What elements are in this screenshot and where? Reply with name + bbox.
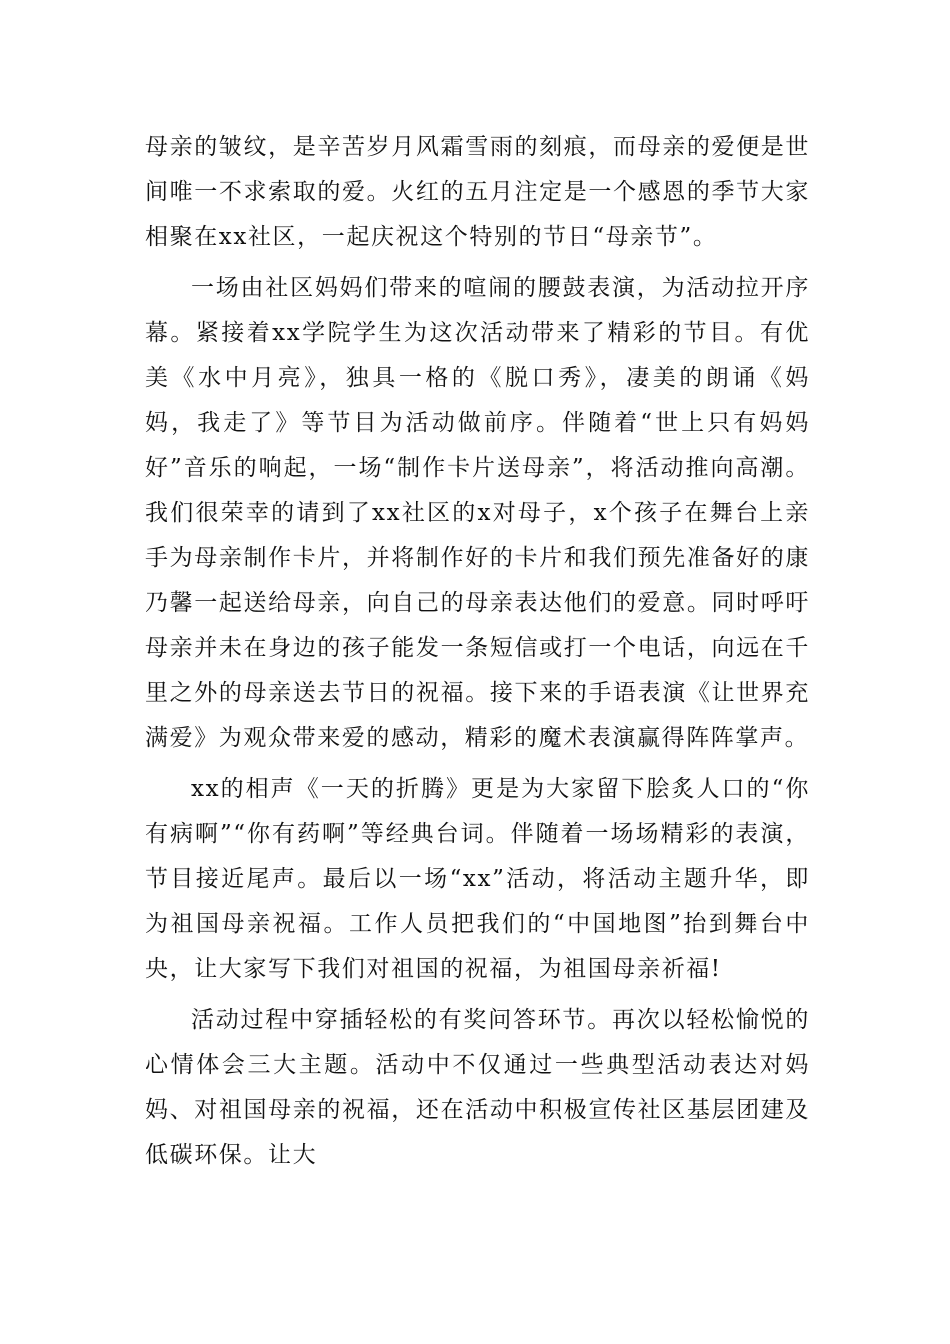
paragraph-4: 活动过程中穿插轻松的有奖问答环节。再次以轻松愉悦的心情体会三大主题。活动中不仅通过一些典型活动表达对妈妈、对祖国母亲的祝福，还在活动中积极宣传社区基层团建及低碳环保。让大 [145, 1007, 810, 1168]
paragraph-1: 母亲的皱纹，是辛苦岁月风霜雪雨的刻痕，而母亲的爱便是世间唯一不求索取的爱。火红的五月注定是一个感恩的季节大家相聚在xx社区，一起庆祝这个特别的节日“母亲节”。 [145, 134, 810, 250]
paragraph-3: xx的相声《一天的折腾》更是为大家留下脍炙人口的“你有病啊”“你有药啊”等经典台词。伴随着一场场精彩的表演，节目接近尾声。最后以一场“xx”活动，将活动主题升华，即为祖国母亲祝福。工作人员把我们的“中国地图”抬到舞台中央，让大家写下我们对祖国的祝福，为祖国母亲祈福! [145, 776, 810, 982]
paragraph-2: 一场由社区妈妈们带来的喧闹的腰鼓表演，为活动拉开序幕。紧接着xx学院学生为这次活动带来了精彩的节目。有优美《水中月亮》，独具一格的《脱口秀》，凄美的朗诵《妈妈，我走了》等节目为活动做前序。伴随着“世上只有妈妈好”音乐的响起，一场“制作卡片送母亲”，将活动推向高潮。我们很荣幸的请到了xx社区的x对母子，x个孩子在舞台上亲手为母亲制作卡片，并将制作好的卡片和我们预先准备好的康乃馨一起送给母亲，向自己的母亲表达他们的爱意。同时呼吁母亲并未在身边的孩子能发一条短信或打一个电话，向远在千里之外的母亲送去节日的祝福。接下来的手语表演《让世界充满爱》为观众带来爱的感动，精彩的魔术表演赢得阵阵掌声。 [145, 275, 810, 751]
document-body [145, 125, 810, 1184]
